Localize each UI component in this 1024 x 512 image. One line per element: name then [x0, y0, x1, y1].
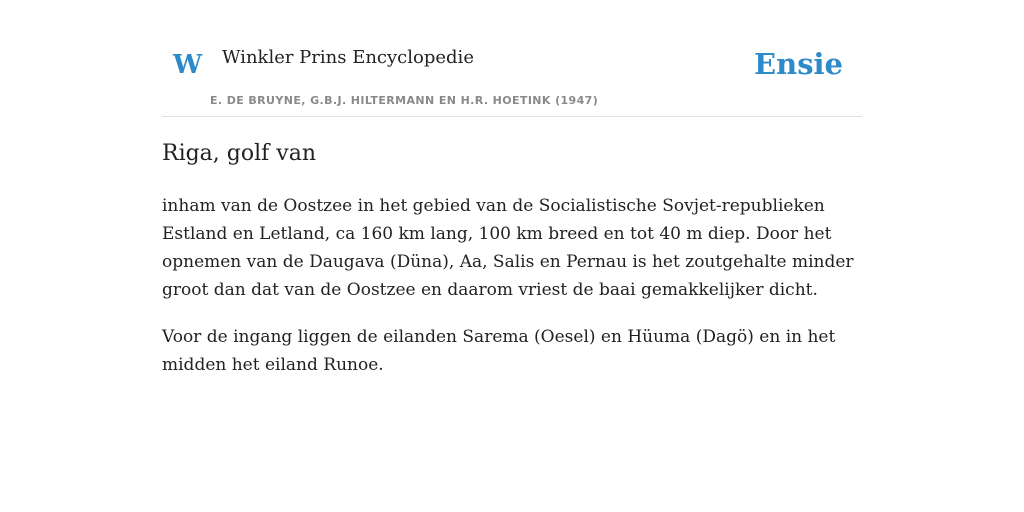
article-paragraph: inham van de Oostzee in het gebied van de Socialistische Sovjet-republieken Estland en Letland, ca 160 km lang, 100 km breed en tot 40 m diep. Door het opnemen van de Daugava (Düna), Aa, Salis en Pernau is het zoutgehalte minder groot dan dat van de Oostzee en daarom vriest de baai gemakkelijker dicht. — [162, 196, 854, 300]
brand-logo[interactable]: Ensie — [754, 47, 843, 81]
article-body — [162, 192, 862, 379]
source-logo[interactable]: W — [173, 50, 203, 80]
source-header — [162, 0, 862, 117]
article-paragraph: Voor de ingang liggen de eilanden Sarema (Oesel) en Hüuma (Dagö) en in het midden het eiland Runoe. — [162, 327, 836, 375]
article — [162, 138, 862, 379]
source-authors: E. DE BRUYNE, G.B.J. HILTERMANN EN H.R. HOETINK (1947) — [210, 94, 599, 107]
article-title: Riga, golf van — [162, 141, 316, 166]
source-title[interactable]: Winkler Prins Encyclopedie — [222, 47, 474, 68]
